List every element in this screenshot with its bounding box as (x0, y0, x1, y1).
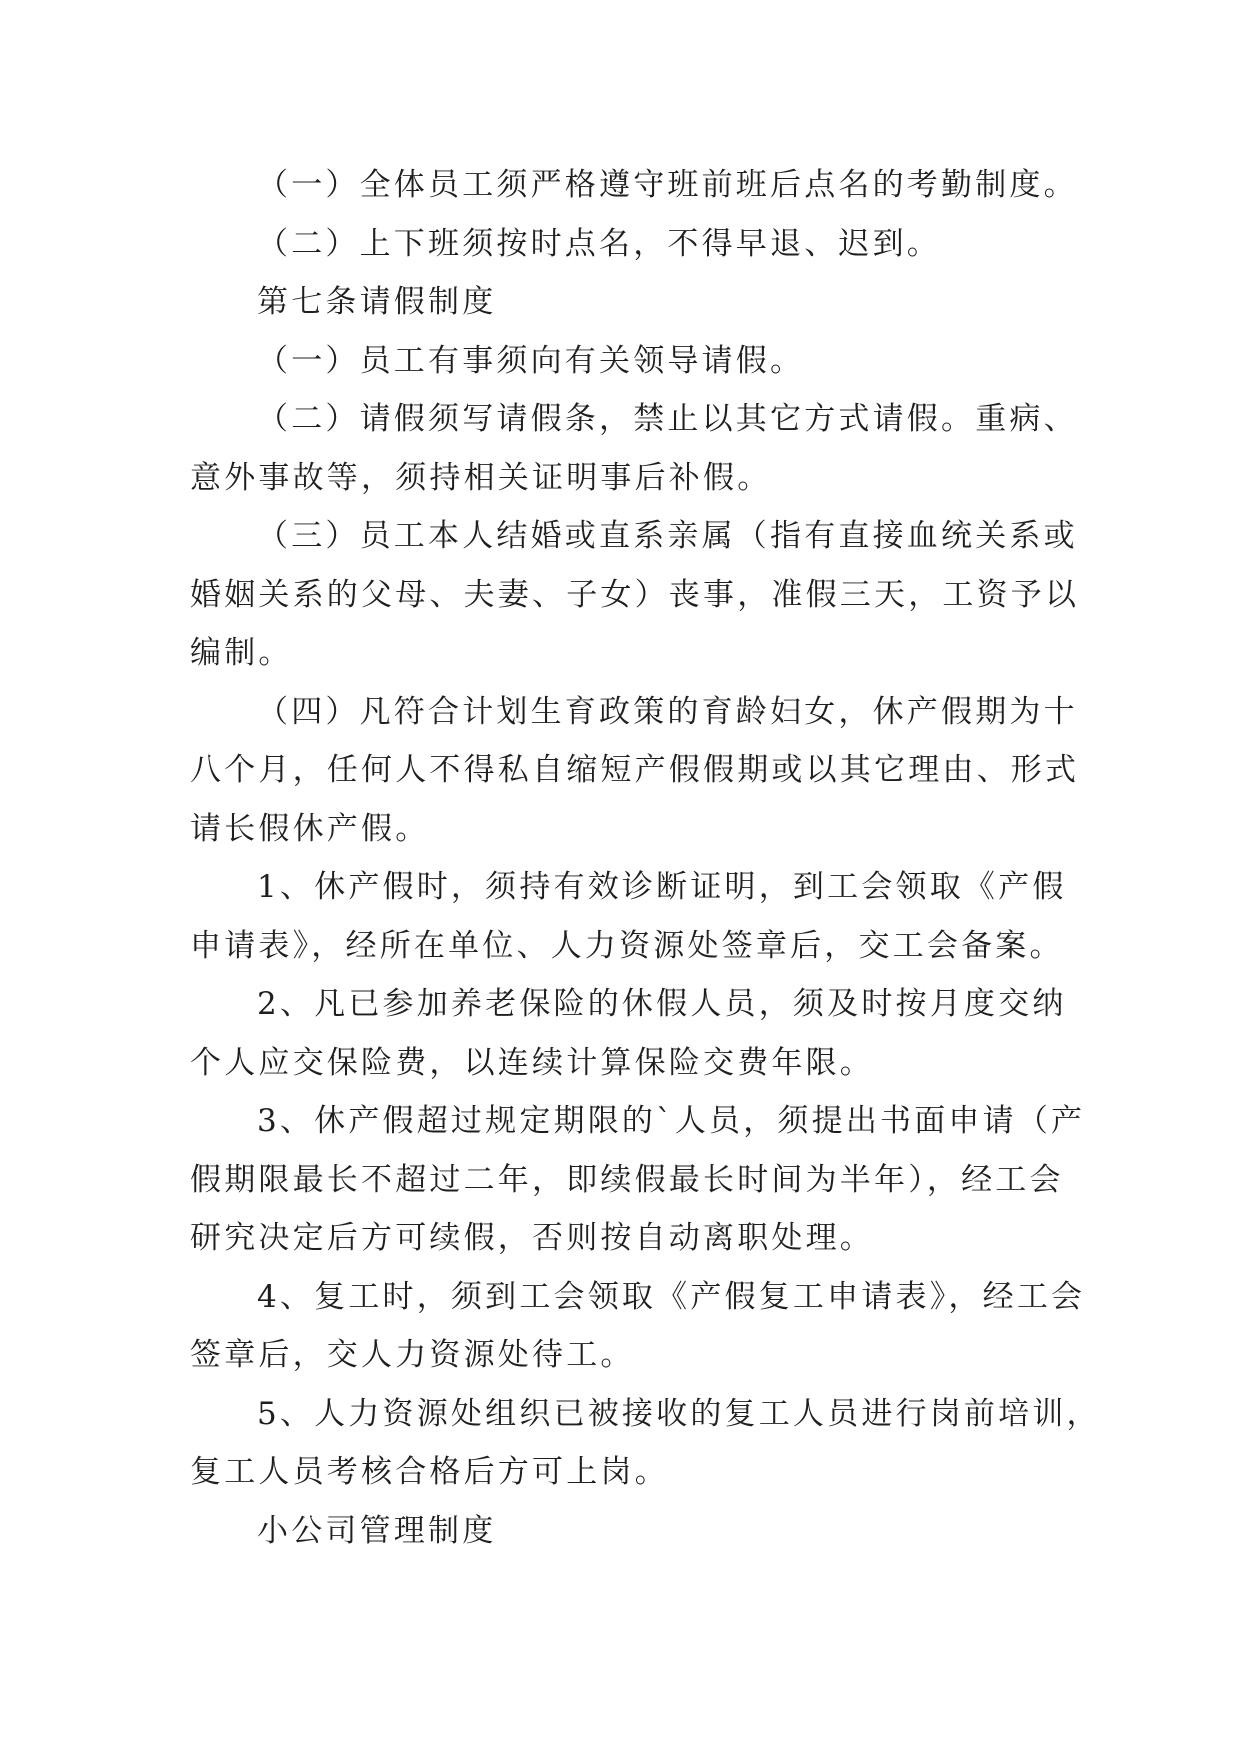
paragraph-line: 4、复工时，须到工会领取《产假复工申请表》，经工会 (257, 1279, 1086, 1315)
paragraph-line: 5、人力资源处组织已被接收的复工人员进行岗前培训， (257, 1396, 1101, 1432)
paragraph-line: （一）全体员工须严格遵守班前班后点名的考勤制度。 (257, 167, 1078, 203)
section-heading: 第七条请假制度 (257, 284, 497, 320)
paragraph-line: 请长假休产假。 (190, 811, 430, 847)
paragraph-line: 编制。 (190, 635, 293, 671)
paragraph-line: 八个月，任何人不得私自缩短产假假期或以其它理由、形式 (190, 752, 1080, 788)
paragraph-line: 2、凡已参加养老保险的休假人员，须及时按月度交纳 (257, 986, 1067, 1022)
paragraph-line: 意外事故等，须持相关证明事后补假。 (190, 460, 772, 496)
paragraph-line: 复工人员考核合格后方可上岗。 (190, 1454, 669, 1490)
paragraph-line: 假期限最长不超过二年，即续假最长时间为半年），经工会 (190, 1162, 1064, 1198)
paragraph-line: 研究决定后方可续假，否则按自动离职处理。 (190, 1220, 874, 1256)
paragraph-line: （三）员工本人结婚或直系亲属（指有直接血统关系或 (257, 518, 1078, 554)
paragraph-line: 小公司管理制度 (257, 1513, 497, 1549)
paragraph-line: （一）员工有事须向有关领导请假。 (257, 343, 805, 379)
paragraph-line: （四）凡符合计划生育政策的育龄妇女，休产假期为十 (257, 694, 1078, 730)
paragraph-line: （二）上下班须按时点名，不得早退、迟到。 (257, 226, 941, 262)
paragraph-line: 3、休产假超过规定期限的`人员，须提出书面申请（产 (257, 1103, 1086, 1139)
paragraph-line: 签章后，交人力资源处待工。 (190, 1337, 635, 1373)
paragraph-line: 申请表》，经所在单位、人力资源处签章后，交工会备案。 (190, 928, 1064, 964)
paragraph-line: 婚姻关系的父母、夫妻、子女）丧事，准假三天，工资予以 (190, 577, 1080, 613)
paragraph-line: 个人应交保险费，以连续计算保险交费年限。 (190, 1045, 874, 1081)
paragraph-line: （二）请假须写请假条，禁止以其它方式请假。重病、 (257, 401, 1078, 437)
paragraph-line: 1、休产假时，须持有效诊断证明，到工会领取《产假 (257, 869, 1067, 905)
